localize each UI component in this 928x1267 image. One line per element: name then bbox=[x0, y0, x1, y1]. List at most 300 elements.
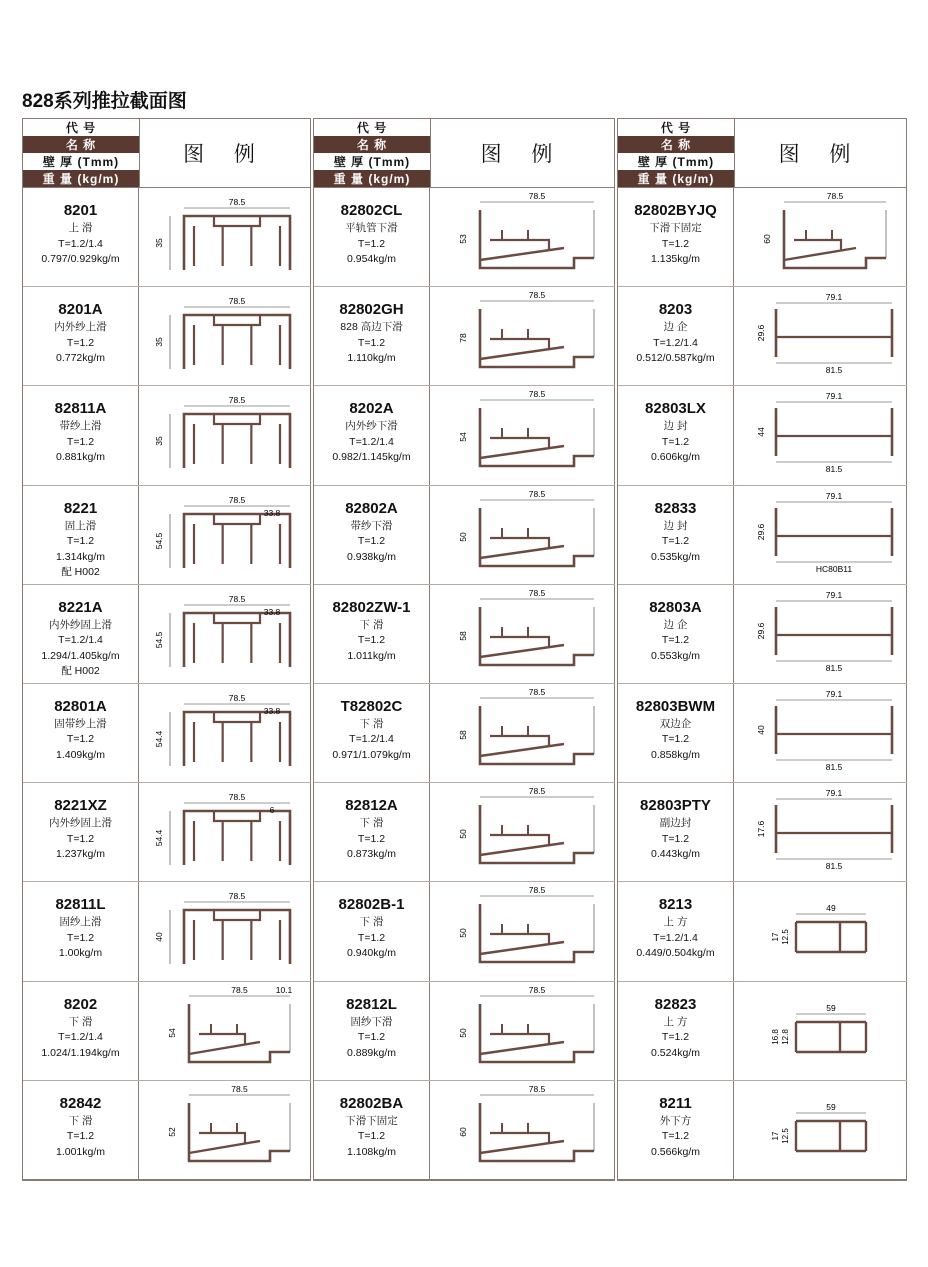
profile-line: 外下方 bbox=[659, 1114, 692, 1127]
profile-drawing bbox=[734, 188, 906, 286]
table-row bbox=[314, 386, 615, 485]
dim-width: 78.5 bbox=[228, 494, 246, 505]
dim-width: 78.5 bbox=[228, 593, 246, 604]
profile-drawing bbox=[430, 585, 614, 683]
profile-figure bbox=[734, 882, 907, 980]
profile-line: T=1.2 bbox=[661, 634, 690, 647]
profile-info bbox=[23, 486, 139, 584]
profile-figure bbox=[139, 386, 311, 484]
profile-line: T=1.2 bbox=[66, 435, 95, 448]
profile-line: 0.982/1.145kg/m bbox=[332, 451, 411, 464]
profile-line: 1.110kg/m bbox=[347, 352, 396, 365]
profile-line: T=1.2 bbox=[357, 535, 386, 548]
header-weight: 重 量 (kg/m) bbox=[23, 170, 139, 187]
profile-code: 82823 bbox=[654, 995, 697, 1013]
profile-figure bbox=[430, 486, 615, 584]
dim-width: 78.5 bbox=[528, 885, 546, 896]
profile-info bbox=[314, 486, 430, 584]
profile-drawing bbox=[139, 783, 310, 881]
dim-width: 78.5 bbox=[528, 587, 546, 598]
profile-line: 下 滑 bbox=[68, 1114, 93, 1127]
profile-code: 8203 bbox=[658, 301, 693, 319]
profile-code: 8202 bbox=[63, 995, 98, 1013]
table-row bbox=[314, 486, 615, 585]
profile-line: T=1.2/1.4 bbox=[349, 733, 394, 746]
profile-figure bbox=[430, 188, 615, 286]
profile-info bbox=[618, 585, 734, 683]
table-row bbox=[314, 585, 615, 684]
profile-line: T=1.2 bbox=[661, 1130, 690, 1143]
dim-width: 78.5 bbox=[528, 290, 546, 301]
dim-height: 54.5 bbox=[154, 631, 164, 649]
profile-line: 上 方 bbox=[663, 1015, 688, 1028]
profile-line: T=1.2/1.4 bbox=[653, 336, 698, 349]
profile-drawing bbox=[139, 1081, 310, 1179]
dim-width: 78.5 bbox=[228, 296, 246, 307]
profile-info bbox=[618, 783, 734, 881]
dim-height: 17 bbox=[771, 932, 780, 942]
profile-code: 82803A bbox=[649, 598, 702, 616]
profile-line: 1.011kg/m bbox=[347, 649, 396, 662]
profile-info bbox=[314, 287, 430, 385]
profile-line: 0.512/0.587kg/m bbox=[636, 352, 715, 365]
profile-info bbox=[314, 188, 430, 286]
profile-drawing bbox=[139, 982, 310, 1080]
profile-drawing bbox=[734, 486, 906, 584]
profile-info bbox=[314, 386, 430, 484]
table-row bbox=[314, 188, 615, 287]
profile-line: 上 滑 bbox=[68, 222, 93, 234]
profile-figure bbox=[734, 287, 907, 385]
profile-line: 0.553kg/m bbox=[650, 649, 701, 662]
table-row bbox=[618, 1081, 907, 1180]
profile-line: 下滑下固定 bbox=[649, 222, 702, 234]
header-code: 代 号 bbox=[23, 119, 139, 136]
profile-code: 82842 bbox=[59, 1094, 102, 1112]
profile-figure bbox=[430, 287, 615, 385]
profile-line: T=1.2/1.4 bbox=[58, 237, 103, 250]
profile-code: 82803LX bbox=[645, 400, 706, 418]
profile-line: 下 滑 bbox=[359, 817, 384, 830]
table-header bbox=[314, 119, 615, 188]
profile-line: 带纱上滑 bbox=[59, 420, 102, 433]
dim-height: 54 bbox=[167, 1027, 177, 1038]
table-row bbox=[23, 982, 311, 1081]
dim-height: 50 bbox=[458, 928, 468, 939]
profile-drawing bbox=[430, 1081, 614, 1179]
dim-width: 78.5 bbox=[228, 891, 246, 902]
profile-code: 82812L bbox=[346, 995, 397, 1013]
profile-line: T=1.2/1.4 bbox=[58, 1031, 103, 1043]
dim-width: 78.5 bbox=[231, 984, 248, 995]
profile-info bbox=[23, 783, 139, 881]
dim-height: 16.8 bbox=[771, 1028, 780, 1045]
header-figure: 图 例 bbox=[431, 119, 615, 187]
dim-width: 78.5 bbox=[228, 197, 246, 207]
dim-height: 54.5 bbox=[154, 532, 164, 549]
profile-line: T=1.2 bbox=[357, 832, 386, 845]
dim-extra: 33.8 bbox=[263, 507, 281, 518]
profile-line: 边 封 bbox=[663, 519, 688, 532]
profile-info bbox=[23, 882, 139, 980]
dim-width: 78.5 bbox=[228, 692, 246, 703]
profile-figure bbox=[430, 982, 615, 1080]
dim-extra: 10.1 bbox=[275, 984, 293, 995]
profile-figure bbox=[139, 982, 311, 1080]
profile-line: T=1.2 bbox=[66, 832, 95, 845]
profile-line: T=1.2 bbox=[661, 832, 690, 845]
profile-line: 1.314kg/m bbox=[55, 550, 106, 563]
profile-figure bbox=[734, 585, 907, 683]
profile-line: 平轨管下滑 bbox=[345, 222, 398, 234]
profile-info bbox=[314, 982, 430, 1080]
profile-line: 828 高边下滑 bbox=[340, 321, 403, 334]
dim-width: 79.1 bbox=[825, 788, 843, 799]
profile-line: T=1.2/1.4 bbox=[653, 931, 698, 944]
dim-height: 35 bbox=[154, 337, 164, 347]
dim-height: 44 bbox=[756, 427, 766, 438]
dim-height: 54.4 bbox=[154, 730, 164, 748]
table-row bbox=[618, 585, 907, 684]
profile-info bbox=[314, 684, 430, 782]
profile-line: 内外纱上滑 bbox=[54, 321, 107, 334]
dim-height: 58 bbox=[458, 730, 468, 740]
profile-figure bbox=[430, 684, 615, 782]
profile-figure bbox=[430, 882, 615, 980]
dim-inner: 12.8 bbox=[781, 1028, 790, 1045]
profile-code: 8201A bbox=[58, 301, 103, 319]
profile-line: T=1.2 bbox=[357, 237, 386, 250]
profile-drawing bbox=[139, 287, 310, 385]
table-row bbox=[314, 882, 615, 981]
profile-code: 82811L bbox=[55, 896, 106, 914]
profile-code: 82801A bbox=[54, 697, 107, 715]
profile-drawing bbox=[734, 684, 906, 782]
dim-extra: 33.8 bbox=[263, 705, 281, 716]
profile-line: 0.940kg/m bbox=[346, 947, 397, 960]
profile-figure bbox=[139, 287, 311, 385]
dim-height: 58 bbox=[458, 631, 468, 641]
profile-info bbox=[618, 882, 734, 980]
dim-width: 59 bbox=[826, 1002, 836, 1013]
dim-width: 78.5 bbox=[528, 786, 546, 797]
table-row bbox=[314, 287, 615, 386]
dim-height: 60 bbox=[458, 1126, 468, 1137]
profile-figure bbox=[139, 585, 311, 683]
profile-info bbox=[618, 188, 734, 286]
table-column-3 bbox=[617, 118, 907, 1181]
dim-height: 60 bbox=[762, 234, 772, 244]
header-code: 代 号 bbox=[314, 119, 430, 136]
dim-height: 52 bbox=[167, 1126, 177, 1137]
profile-code: 82802B-1 bbox=[338, 896, 405, 914]
profile-line: T=1.2/1.4 bbox=[58, 634, 103, 647]
profile-line: 1.024/1.194kg/m bbox=[41, 1046, 120, 1059]
profile-line: 下 滑 bbox=[359, 916, 384, 929]
profile-figure bbox=[734, 1081, 907, 1179]
profile-line: 1.108kg/m bbox=[346, 1145, 397, 1158]
profile-line: T=1.2 bbox=[661, 1031, 690, 1043]
profile-drawing bbox=[430, 287, 614, 385]
profile-info bbox=[618, 386, 734, 484]
profile-line: 双边企 bbox=[659, 717, 692, 730]
header-code: 代 号 bbox=[618, 119, 734, 136]
profile-info bbox=[314, 882, 430, 980]
header-thickness: 壁 厚 (Tmm) bbox=[23, 153, 139, 170]
table-row bbox=[618, 188, 907, 287]
profile-line: 0.971/1.079kg/m bbox=[332, 748, 411, 761]
profile-drawing bbox=[139, 386, 310, 484]
dim-extra: 81.5 bbox=[825, 761, 843, 772]
profile-drawing bbox=[430, 386, 614, 484]
profile-line: 副边封 bbox=[659, 817, 692, 830]
profile-drawing bbox=[139, 585, 310, 683]
profile-figure bbox=[734, 386, 907, 484]
profile-line: 下 滑 bbox=[359, 618, 384, 631]
table-row bbox=[23, 882, 311, 981]
profile-code: 82802CL bbox=[340, 202, 403, 219]
profile-code: 8221A bbox=[58, 598, 103, 616]
dim-width: 78.5 bbox=[528, 191, 546, 201]
dim-width: 78.5 bbox=[528, 488, 546, 499]
profile-drawing bbox=[430, 882, 614, 980]
profile-line: T=1.2/1.4 bbox=[349, 435, 394, 448]
profile-figure bbox=[430, 1081, 615, 1179]
profile-code: 8213 bbox=[658, 896, 693, 914]
profile-drawing bbox=[734, 982, 906, 1080]
profile-line: 0.938kg/m bbox=[346, 550, 397, 563]
profile-info bbox=[314, 1081, 430, 1179]
profile-line: T=1.2 bbox=[357, 634, 386, 647]
header-name: 名 称 bbox=[23, 136, 139, 153]
profile-drawing bbox=[139, 882, 310, 980]
profile-line: T=1.2 bbox=[661, 237, 690, 250]
dim-height: 50 bbox=[458, 829, 468, 839]
header-name: 名 称 bbox=[618, 136, 734, 153]
table-row bbox=[618, 287, 907, 386]
dim-height: 50 bbox=[458, 1027, 468, 1038]
profile-code: 82802BYJQ bbox=[634, 202, 717, 219]
table-row bbox=[314, 982, 615, 1081]
header-thickness: 壁 厚 (Tmm) bbox=[618, 153, 734, 170]
profile-figure bbox=[734, 982, 907, 1080]
table-row bbox=[23, 1081, 311, 1180]
table-header bbox=[23, 119, 311, 188]
profile-code: T82802C bbox=[340, 697, 403, 715]
dim-height: 17 bbox=[771, 1131, 780, 1141]
profile-line: T=1.2 bbox=[661, 535, 690, 548]
dim-extra: 81.5 bbox=[825, 861, 843, 872]
table-row bbox=[618, 783, 907, 882]
profile-line: 0.449/0.504kg/m bbox=[636, 947, 715, 960]
profile-line: T=1.2 bbox=[357, 1031, 386, 1043]
profile-line: T=1.2 bbox=[661, 733, 690, 746]
profile-drawing bbox=[430, 982, 614, 1080]
profile-figure bbox=[430, 386, 615, 484]
dim-extra: HC80B11 bbox=[815, 563, 853, 574]
profile-line: 0.954kg/m bbox=[346, 253, 397, 265]
profile-info bbox=[618, 1081, 734, 1179]
profile-line: 下滑下固定 bbox=[345, 1114, 398, 1127]
profile-line: 0.889kg/m bbox=[346, 1046, 397, 1059]
dim-extra: 81.5 bbox=[825, 365, 843, 376]
profile-line: 边 封 bbox=[663, 420, 688, 433]
profile-code: 8221 bbox=[63, 499, 98, 517]
profile-info bbox=[618, 982, 734, 1080]
profile-code: 82802ZW-1 bbox=[332, 598, 411, 616]
profile-info bbox=[23, 1081, 139, 1179]
dim-height: 53 bbox=[458, 234, 468, 244]
table-row bbox=[618, 486, 907, 585]
profile-line: 1.00kg/m bbox=[58, 947, 103, 960]
header-weight: 重 量 (kg/m) bbox=[314, 170, 430, 187]
dim-extra: 81.5 bbox=[825, 662, 843, 673]
profile-figure bbox=[139, 882, 311, 980]
dim-height: 35 bbox=[154, 238, 164, 248]
profile-info bbox=[618, 486, 734, 584]
dim-extra: 6 bbox=[269, 805, 275, 816]
dim-width: 79.1 bbox=[825, 391, 843, 402]
profile-figure bbox=[734, 684, 907, 782]
profile-line: 固上滑 bbox=[64, 519, 97, 532]
profile-line: T=1.2 bbox=[357, 336, 386, 349]
profile-line: 0.873kg/m bbox=[346, 848, 397, 861]
dim-width: 79.1 bbox=[825, 589, 843, 600]
profile-line: 内外纱固上滑 bbox=[49, 817, 112, 830]
dim-height: 54.4 bbox=[154, 829, 164, 847]
dim-extra: 33.8 bbox=[263, 606, 281, 617]
profile-figure bbox=[139, 684, 311, 782]
dim-width: 79.1 bbox=[825, 292, 843, 303]
profile-line: 0.858kg/m bbox=[650, 748, 701, 761]
profile-drawing bbox=[734, 386, 906, 484]
table-row bbox=[23, 783, 311, 882]
profile-line: 下 滑 bbox=[359, 717, 384, 730]
dim-height: 29.6 bbox=[756, 622, 766, 640]
header-figure: 图 例 bbox=[735, 119, 907, 187]
profile-line: 边 企 bbox=[663, 618, 688, 631]
profile-line: 0.606kg/m bbox=[650, 451, 701, 464]
dim-width: 78.5 bbox=[528, 389, 546, 400]
profile-line: T=1.2 bbox=[66, 931, 95, 944]
header-figure: 图 例 bbox=[140, 119, 311, 187]
profile-drawing bbox=[139, 684, 310, 782]
profile-info bbox=[23, 386, 139, 484]
profile-drawing bbox=[734, 783, 906, 881]
table-row bbox=[314, 783, 615, 882]
profile-line: 上 方 bbox=[663, 916, 688, 929]
profile-drawing bbox=[139, 188, 310, 286]
profile-code: 8211 bbox=[659, 1094, 692, 1112]
profile-line: 下 滑 bbox=[68, 1015, 93, 1028]
profile-line: 内外纱下滑 bbox=[345, 420, 398, 433]
profile-figure bbox=[139, 486, 311, 584]
table-row bbox=[618, 386, 907, 485]
profile-drawing bbox=[430, 783, 614, 881]
profile-line: 配 H002 bbox=[61, 665, 100, 678]
profile-code: 82802GH bbox=[339, 301, 404, 319]
profile-line: 带纱下滑 bbox=[350, 519, 393, 532]
profile-line: 0.881kg/m bbox=[55, 451, 106, 464]
profile-info bbox=[314, 585, 430, 683]
profile-figure bbox=[734, 783, 907, 881]
profile-line: 0.566kg/m bbox=[650, 1145, 701, 1158]
table-header bbox=[618, 119, 907, 188]
dim-height: 40 bbox=[756, 725, 766, 735]
profile-code: 82811A bbox=[54, 400, 107, 418]
profile-drawing bbox=[139, 486, 310, 584]
dim-inner: 12.5 bbox=[781, 929, 790, 946]
table-row bbox=[23, 585, 311, 684]
profile-line: 配 H002 bbox=[61, 566, 100, 579]
profile-line: 固纱下滑 bbox=[350, 1015, 393, 1028]
dim-width: 78.5 bbox=[826, 191, 844, 201]
header-name: 名 称 bbox=[314, 136, 430, 153]
table-row bbox=[23, 486, 311, 585]
dim-width: 78.5 bbox=[528, 686, 546, 697]
profile-info bbox=[23, 585, 139, 683]
page-title: 828系列推拉截面图 bbox=[22, 91, 187, 112]
dim-inner: 12.5 bbox=[781, 1127, 790, 1144]
table-row bbox=[618, 982, 907, 1081]
profile-figure bbox=[139, 783, 311, 881]
dim-height: 29.6 bbox=[756, 523, 766, 540]
profile-line: 1.294/1.405kg/m bbox=[41, 649, 120, 662]
profile-code: 82833 bbox=[654, 499, 697, 517]
dim-extra: 81.5 bbox=[825, 464, 843, 475]
profile-line: 1.135kg/m bbox=[650, 253, 701, 265]
profile-line: 0.772kg/m bbox=[55, 352, 106, 365]
profile-figure bbox=[139, 1081, 311, 1179]
profile-line: T=1.2 bbox=[66, 336, 95, 349]
profile-line: 1.001kg/m bbox=[55, 1145, 106, 1158]
profile-line: 1.409kg/m bbox=[55, 748, 106, 761]
profile-line: 0.797/0.929kg/m bbox=[41, 253, 120, 265]
profile-code: 8202A bbox=[349, 400, 394, 418]
dim-width: 49 bbox=[826, 903, 836, 914]
profile-figure bbox=[734, 486, 907, 584]
profile-line: T=1.2 bbox=[357, 1130, 386, 1143]
profile-figure bbox=[139, 188, 311, 286]
profile-info bbox=[23, 982, 139, 1080]
profile-line: T=1.2 bbox=[357, 931, 386, 944]
dim-width: 78.5 bbox=[231, 1083, 248, 1094]
dim-height: 54 bbox=[458, 432, 468, 443]
table-row bbox=[618, 882, 907, 981]
dim-width: 59 bbox=[826, 1101, 836, 1112]
profile-info bbox=[23, 684, 139, 782]
dim-width: 79.1 bbox=[825, 688, 843, 699]
profile-figure bbox=[734, 188, 907, 286]
dim-height: 35 bbox=[154, 436, 164, 447]
table-row bbox=[23, 287, 311, 386]
header-weight: 重 量 (kg/m) bbox=[618, 170, 734, 187]
dim-width: 78.5 bbox=[228, 395, 246, 406]
table-column-2 bbox=[313, 118, 615, 1181]
table-row bbox=[23, 684, 311, 783]
profile-line: T=1.2 bbox=[66, 535, 95, 548]
table-row bbox=[314, 1081, 615, 1180]
profile-figure bbox=[430, 783, 615, 881]
dim-width: 78.5 bbox=[528, 1083, 546, 1094]
profile-code: 8201 bbox=[63, 202, 98, 219]
dim-width: 79.1 bbox=[825, 490, 843, 501]
dim-width: 78.5 bbox=[528, 984, 546, 995]
profile-drawing bbox=[734, 585, 906, 683]
profile-info bbox=[618, 287, 734, 385]
dim-width: 78.5 bbox=[228, 792, 246, 803]
dim-height: 78 bbox=[458, 333, 468, 343]
